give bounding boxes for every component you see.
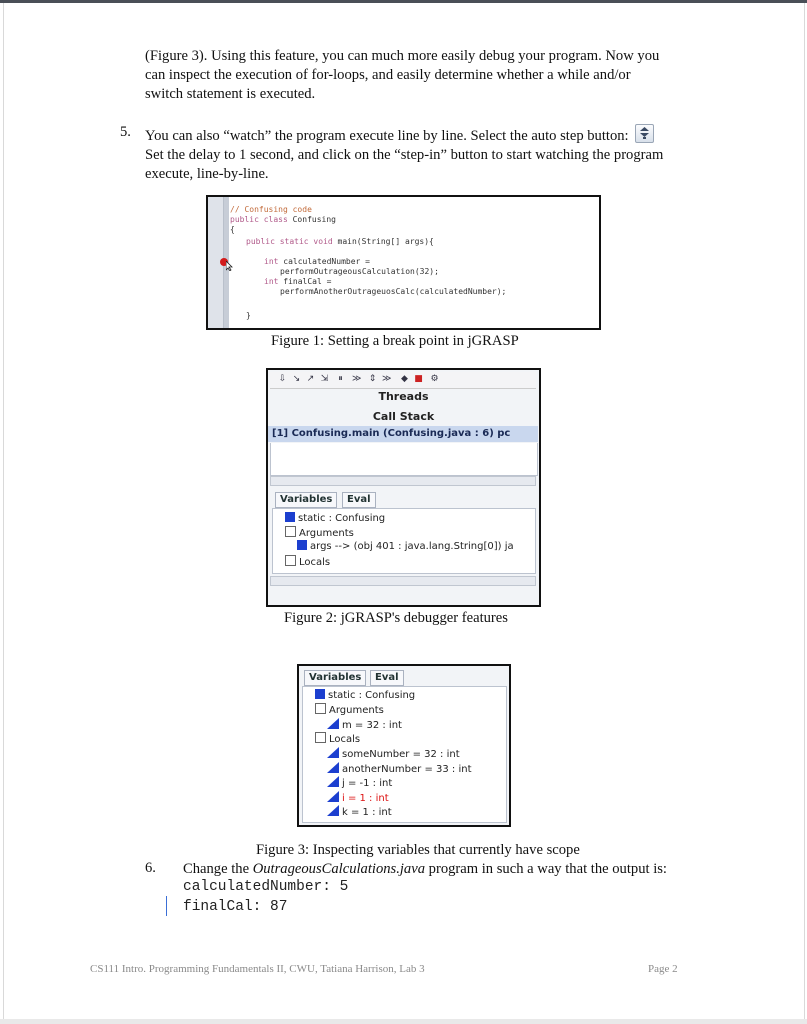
variables-panel [302,686,507,823]
resume-icon[interactable]: ≫ [352,374,362,384]
call-stack-entry[interactable]: [1] Confusing.main (Confusing.java : 6) pc [268,426,538,442]
step-5-line-2: Set the delay to 1 second, and click on the “step-in” button to start watching the program [145,147,664,163]
var-j[interactable]: j = -1 : int [327,776,392,789]
auto-resume-icon[interactable]: ≫ [382,374,392,384]
variables-scrollbar[interactable] [270,576,536,586]
stop-icon[interactable]: ■ [414,374,423,384]
primitive-icon [327,791,339,802]
code-line-int-calculated: int calculatedNumber = [264,257,370,266]
output-line-1: calculatedNumber: 5 [183,879,349,895]
var-static[interactable]: static : Confusing [285,512,385,524]
var-args[interactable]: args --> (obj 401 : java.lang.String[0]) ja [297,540,514,552]
folder-icon [285,526,296,537]
var-k[interactable]: k = 1 : int [327,805,392,818]
var-anotherNumber[interactable]: anotherNumber = 33 : int [327,762,472,775]
text-cursor [166,896,167,916]
footer-page-number: Page 2 [648,963,678,975]
figure-3-variables [297,664,511,827]
auto-step-button-icon [635,124,654,143]
call-stack-label: Call Stack [372,410,435,423]
folder-icon [315,732,326,743]
object-icon [297,540,307,550]
primitive-icon [327,776,339,787]
step-over-icon[interactable]: ⇩ [278,374,287,384]
code-line-call-2: performAnotherOutrageuosCalc(calculatedNumber); [280,287,507,296]
var-arguments[interactable]: Arguments [315,703,384,716]
step-6-number: 6. [145,860,156,876]
folder-icon [315,703,326,714]
code-line-open-brace: { [230,225,235,234]
step-5-line-1: You can also “watch” the program execute line by line. Select the auto step button: [145,128,629,144]
static-icon [285,512,295,522]
step-5-number: 5. [120,124,131,140]
primitive-icon [327,747,339,758]
threads-label: Threads [378,390,429,403]
static-icon [315,689,325,699]
settings-icon[interactable]: ⚙ [430,374,439,384]
step-in-icon[interactable]: ↘ [292,374,301,384]
code-line-main: public static void main(String[] args){ [246,237,434,246]
call-stack-panel [270,443,538,476]
figure-2-debugger [266,368,541,607]
step-out-icon[interactable]: ↗ [306,374,315,384]
suspend-icon[interactable]: ⏸ [338,374,343,384]
figure-1-caption: Figure 1: Setting a break point in jGRASP [271,333,519,349]
run-to-cursor-icon[interactable]: ⇲ [320,374,329,384]
primitive-icon [327,718,339,729]
var-m[interactable]: m = 32 : int [327,718,402,731]
mouse-pointer-icon [226,261,234,271]
code-line-class: public class Confusing [230,215,336,224]
tab-eval[interactable]: Eval [342,492,376,508]
tab-variables[interactable]: Variables [275,492,337,508]
figure-2-caption: Figure 2: jGRASP's debugger features [284,610,508,626]
intro-line-3: switch statement is executed. [145,86,316,102]
primitive-icon [327,762,339,773]
step-6-text: Change the OutrageousCalculations.java program in such a way that the output is: [183,861,667,877]
output-line-2: finalCal: 87 [183,899,288,915]
tab-variables[interactable]: Variables [304,670,366,686]
figure-1-code-editor [206,195,601,330]
primitive-icon [327,805,339,816]
var-i[interactable]: i = 1 : int [327,791,389,804]
code-line-comment: // Confusing code [230,205,312,214]
intro-paragraph [145,47,710,104]
step-5-text [145,124,725,184]
figure-3-caption: Figure 3: Inspecting variables that currently have scope [256,842,580,858]
call-stack-scrollbar[interactable] [270,476,536,486]
tab-eval[interactable]: Eval [370,670,404,686]
debugger-toolbar [270,372,536,389]
var-locals[interactable]: Locals [285,555,330,568]
code-line-int-final: int finalCal = [264,277,332,286]
intro-line-2: can inspect the execution of for-loops, and easily determine whether a while and/or [145,67,631,83]
var-static[interactable]: static : Confusing [315,689,415,701]
code-line-call-1: performOutrageousCalculation(32); [280,267,439,276]
folder-icon [285,555,296,566]
step-5-line-3: execute, line-by-line. [145,166,269,182]
code-line-close-brace: } [246,311,251,320]
auto-step-icon[interactable]: ⇕ [368,374,377,384]
var-arguments[interactable]: Arguments [285,526,354,539]
watch-icon[interactable]: ◆ [401,374,408,384]
footer-course-info: CS111 Intro. Programming Fundamentals II, CWU, Tatiana Harrison, Lab 3 [90,963,425,975]
window-bottom-bar [0,1019,807,1024]
var-someNumber[interactable]: someNumber = 32 : int [327,747,460,760]
variables-panel [272,508,536,574]
intro-line-1: (Figure 3). Using this feature, you can much more easily debug your program. Now you [145,48,660,64]
program-name: OutrageousCalculations.java [252,861,426,877]
var-locals[interactable]: Locals [315,732,360,745]
